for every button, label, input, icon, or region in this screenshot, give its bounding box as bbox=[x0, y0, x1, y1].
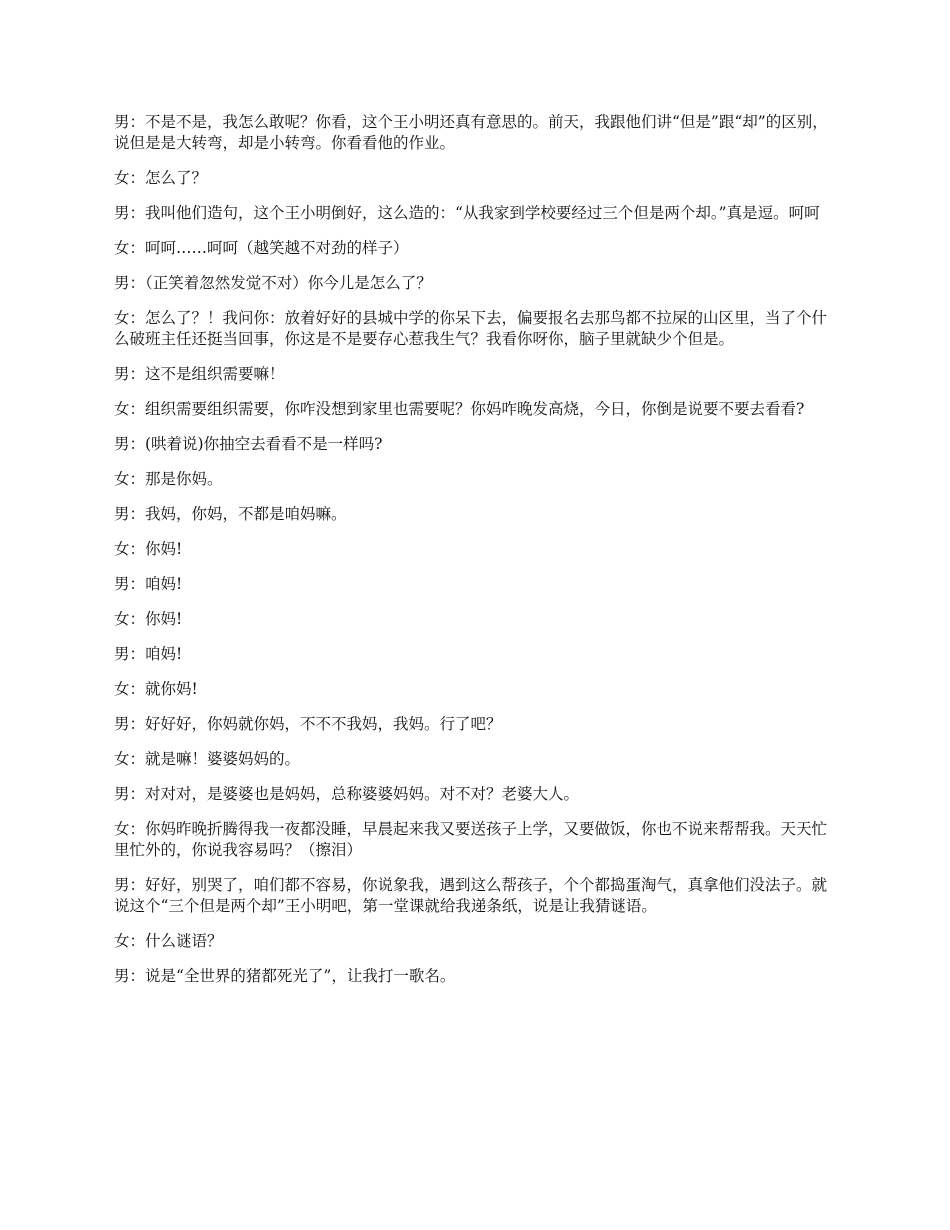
dialogue-line: 女：就是嘛！婆婆妈妈的。 bbox=[114, 750, 301, 768]
dialogue-line: 女：你妈昨晚折腾得我一夜都没睡，早晨起来我又要送孩子上学，又要做饭，你也不说来帮帮我。天天忙里忙外的，你说我容易吗？（擦泪） bbox=[114, 820, 828, 859]
dialogue-line: 女：怎么了？！我问你：放着好好的县城中学的你呆下去，偏要报名去那鸟都不拉屎的山区里，当了个什么破班主任还挺当回事，你这是不是要存心惹我生气？我看你呀你，脑子里就缺少个但是。 bbox=[114, 309, 828, 348]
dialogue-line: 女：什么谜语？ bbox=[114, 932, 223, 950]
dialogue-line: 男：咱妈! bbox=[114, 645, 183, 663]
dialogue-line: 男：咱妈! bbox=[114, 575, 183, 593]
dialogue-line: 男：好好好，你妈就你妈，不不不我妈，我妈。行了吧？ bbox=[114, 715, 502, 733]
dialogue-line: 男：好好，别哭了，咱们都不容易，你说象我，遇到这么帮孩子，个个都捣蛋淘气，真拿他们没法子。就说这个“三个但是两个却”王小明吧，第一堂课就给我递条纸，说是让我猜谜语。 bbox=[114, 876, 828, 915]
dialogue-line: 男：(哄着说)你抽空去看看不是一样吗? bbox=[114, 435, 383, 453]
dialogue-line: 男：这不是组织需要嘛！ bbox=[114, 365, 285, 383]
dialogue-line: 女：就你妈! bbox=[114, 680, 198, 698]
dialogue-line: 女：你妈! bbox=[114, 540, 183, 558]
dialogue-line: 男：对对对，是婆婆也是妈妈，总称婆婆妈妈。对不对？老婆大人。 bbox=[114, 785, 580, 803]
dialogue-line: 男：说是“全世界的猪都死光了”，让我打一歌名。 bbox=[114, 967, 456, 985]
dialogue-line: 女：你妈! bbox=[114, 610, 183, 628]
dialogue-line: 女：呵呵……呵呵（越笑越不对劲的样子） bbox=[114, 239, 409, 257]
dialogue-body bbox=[114, 112, 842, 1001]
dialogue-line: 女：组织需要组织需要，你咋没想到家里也需要呢？你妈咋晚发高烧，今日，你倒是说要不要去看看? bbox=[114, 400, 805, 418]
dialogue-line: 男：我妈，你妈，不都是咱妈嘛。 bbox=[114, 505, 347, 523]
dialogue-line: 女：那是你妈。 bbox=[114, 470, 223, 488]
dialogue-line: 男：我叫他们造句，这个王小明倒好，这么造的：“从我家到学校要经过三个但是两个却。”真是逗。呵呵 bbox=[114, 204, 820, 222]
dialogue-line: 女：怎么了？ bbox=[114, 169, 208, 187]
dialogue-line: 男：不是不是，我怎么敢呢？你看，这个王小明还真有意思的。前天，我跟他们讲“但是”跟“却”的区别，说但是是大转弯，却是小转弯。你看看他的作业。 bbox=[114, 113, 828, 152]
dialogue-line: 男：（正笑着忽然发觉不对）你今儿是怎么了？ bbox=[114, 274, 432, 292]
